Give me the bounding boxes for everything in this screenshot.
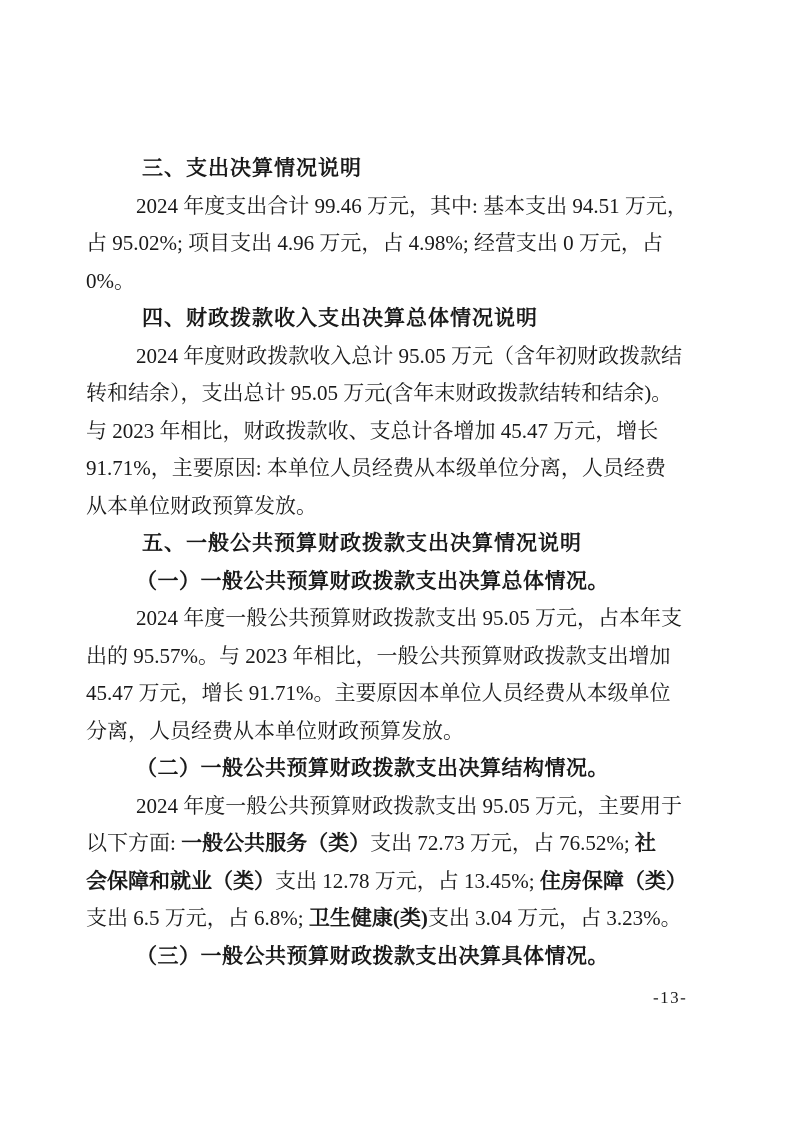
text-line-15	[86, 675, 710, 713]
emphasis-text: 一般公共服务（类）	[181, 831, 371, 855]
text-line-6	[86, 338, 710, 376]
emphasis-text: （三）一般公共预算财政拨款支出决算具体情况。	[136, 943, 609, 968]
text-segment: 支出 6.5 万元，占 6.8%;	[86, 906, 309, 930]
emphasis-text: 会保障和就业（类）	[86, 868, 275, 893]
text-line-2	[86, 188, 710, 226]
text-line-16	[86, 713, 710, 751]
text-line-3	[86, 225, 710, 263]
document-body	[86, 150, 710, 975]
text-line-12	[86, 563, 710, 601]
text-line-14	[86, 638, 710, 676]
emphasis-text: 社	[634, 831, 656, 855]
text-segment: 分离，人员经费从本单位财政预算发放。	[86, 718, 464, 743]
text-segment: 0%。	[86, 268, 135, 293]
text-segment: 2024 年度支出合计 99.46 万元，其中: 基本支出 94.51 万元，	[136, 193, 688, 218]
text-line-20	[86, 863, 710, 901]
text-line-7	[86, 375, 710, 413]
text-segment: 91.71%，主要原因: 本单位人员经费从本级单位分离，人员经费	[86, 456, 666, 480]
emphasis-text: 住房保障（类）	[539, 868, 687, 893]
text-segment: 从本单位财政预算发放。	[86, 493, 317, 518]
text-line-17	[86, 750, 710, 788]
text-segment: 支出 12.78 万元，占 13.45%;	[275, 868, 540, 893]
text-segment: 占 95.02%; 项目支出 4.96 万元，占 4.98%; 经营支出 0 万元，占	[86, 231, 663, 255]
text-segment: 2024 年度财政拨款收入总计 95.05 万元（含年初财政拨款结	[136, 343, 682, 368]
emphasis-text: 四、财政拨款收入支出决算总体情况说明	[142, 307, 538, 330]
text-line-4	[86, 263, 710, 301]
text-segment: 以下方面:	[86, 831, 182, 855]
text-line-19	[86, 825, 710, 863]
text-segment: 出的 95.57%。与 2023 年相比，一般公共预算财政拨款支出增加	[86, 643, 671, 668]
text-line-21	[86, 900, 710, 938]
emphasis-text: （二）一般公共预算财政拨款支出决算结构情况。	[136, 756, 609, 780]
text-line-1	[86, 150, 710, 188]
text-line-8	[86, 413, 710, 451]
text-segment: 支出 3.04 万元，占 3.23%。	[427, 906, 682, 930]
emphasis-text: 卫生健康(类)	[308, 906, 428, 930]
text-line-11	[86, 525, 710, 563]
text-segment: 45.47 万元，增长 91.71%。主要原因本单位人员经费从本级单位	[86, 681, 671, 705]
emphasis-text: 三、支出决算情况说明	[142, 157, 362, 180]
text-line-5	[86, 300, 710, 338]
text-segment: 与 2023 年相比，财政拨款收、支总计各增加 45.47 万元，增长	[86, 418, 659, 443]
text-line-9	[86, 450, 710, 488]
emphasis-text: 五、一般公共预算财政拨款支出决算情况说明	[142, 532, 582, 555]
text-segment: 2024 年度一般公共预算财政拨款支出 95.05 万元，占本年支	[136, 606, 682, 630]
text-line-13	[86, 600, 710, 638]
text-segment: 支出 72.73 万元，占 76.52%;	[370, 831, 635, 855]
text-segment: 2024 年度一般公共预算财政拨款支出 95.05 万元，主要用于	[136, 793, 682, 818]
text-line-18	[86, 788, 710, 826]
page-number: -13-	[653, 988, 688, 1007]
text-line-10	[86, 488, 710, 526]
emphasis-text: （一）一般公共预算财政拨款支出决算总体情况。	[136, 568, 609, 593]
text-line-22	[86, 938, 710, 976]
text-segment: 转和结余），支出总计 95.05 万元(含年末财政拨款结转和结余)。	[86, 381, 673, 405]
